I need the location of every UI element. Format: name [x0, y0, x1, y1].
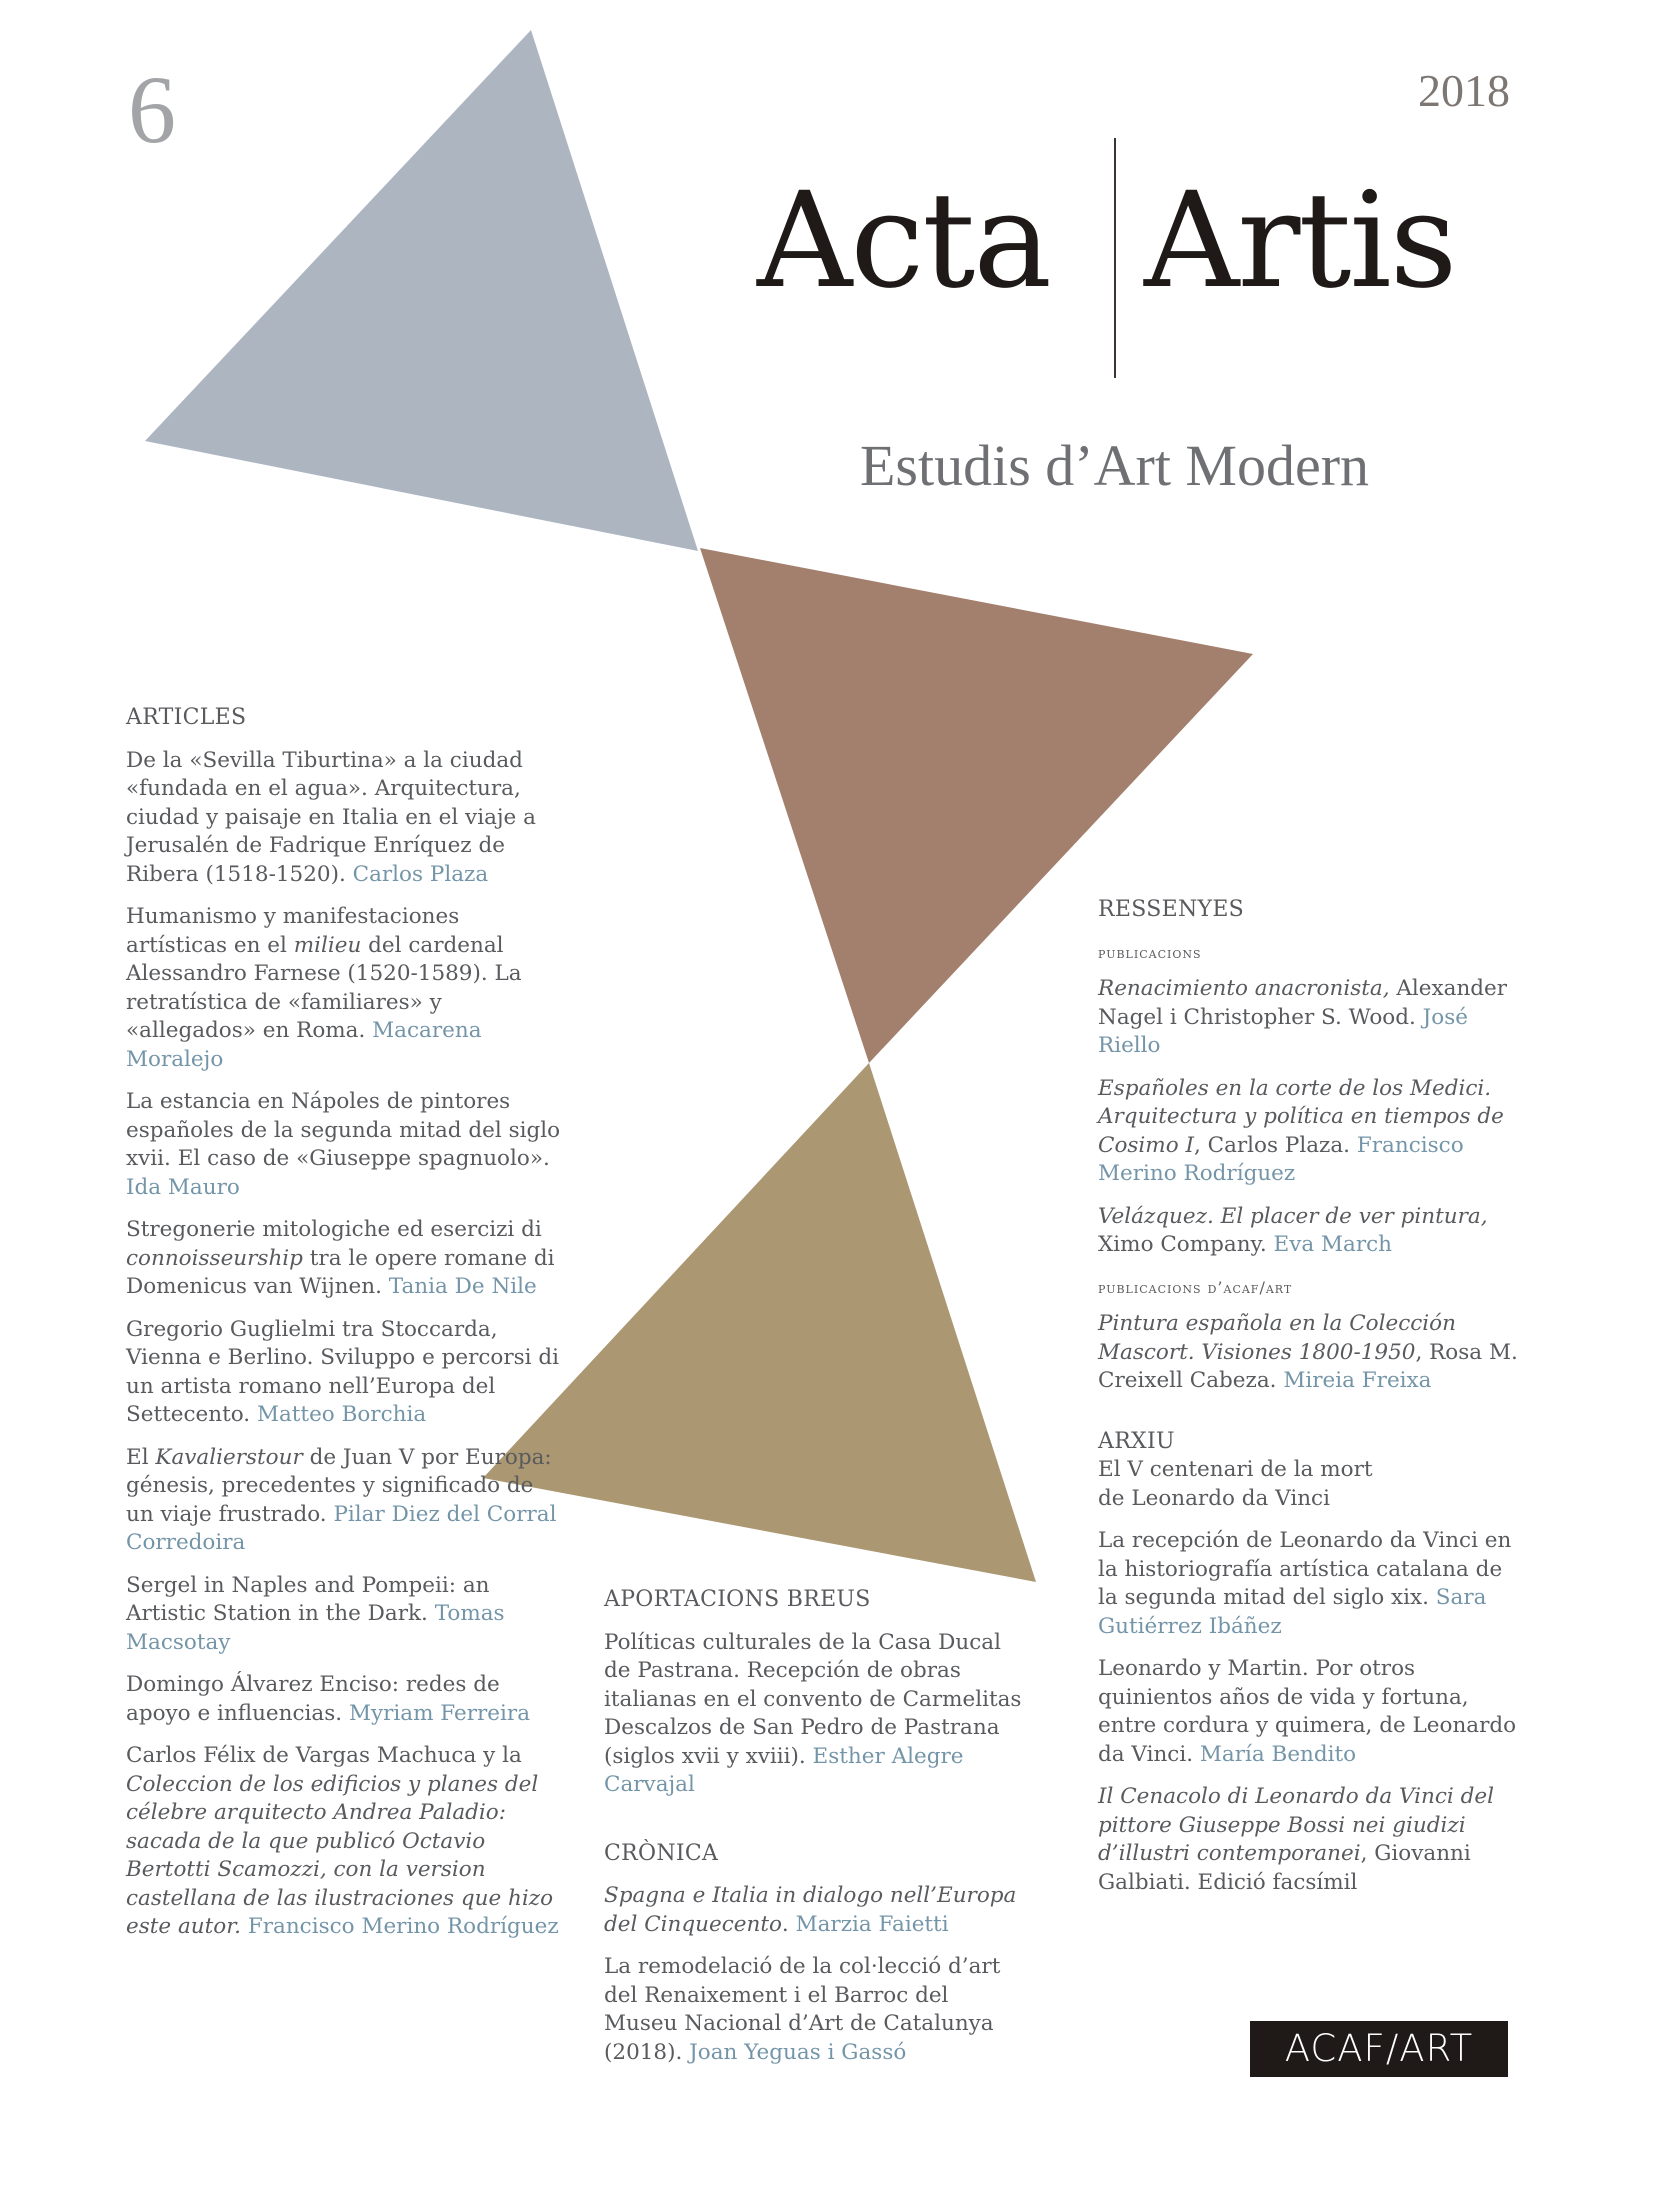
entry-title: El [126, 1444, 156, 1470]
entry-author: Carlos Plaza [352, 861, 489, 887]
entry-title: , Carlos Plaza. [1193, 1132, 1357, 1158]
entry-title: Carlos Félix de Vargas Machuca y la [126, 1743, 522, 1768]
entry-title: Alexander Nagel i Christopher S. Wood. [1098, 976, 1508, 1030]
entry-title: Stregonerie mitologiche ed esercizi di [126, 1217, 542, 1242]
issue-year: 2018 [1418, 65, 1510, 116]
publicacions-acaf-list [1098, 1310, 1518, 1396]
entry-title: Domingo Álvarez Enciso: redes de apoyo e influencias. [126, 1672, 500, 1726]
toc-entry [1098, 1203, 1518, 1260]
section-heading-articles: ARTICLES [126, 705, 247, 730]
entry-author: Marzia Faietti [795, 1911, 949, 1937]
triangle-top [145, 30, 698, 551]
entry-author: Sara Gutiérrez Ibáñez [1098, 1585, 1487, 1639]
journal-title-artis: Artis [1144, 164, 1456, 318]
entry-title: Velázquez. El placer de ver pintura, [1098, 1203, 1488, 1229]
toc-entry [1098, 1310, 1518, 1396]
subheading-publicacions-acaf: publicacions d’acaf/art [1098, 1277, 1293, 1297]
toc-entry [126, 1216, 566, 1302]
entry-title: Ximo Company. [1098, 1232, 1274, 1257]
section-heading-arxiu: ARXIU [1098, 1428, 1175, 1454]
cronica-list [604, 1882, 1024, 2067]
entry-title: Coleccion de los edificios y planes del célebre arquitecto Andrea Paladio: sacada de la que publicó Octavio Bertotti Scamozzi, con la version castellana de las ilustraciones que hizo este autor. [126, 1771, 554, 1939]
toc-entry [126, 903, 566, 1074]
entry-title: Il Cenacolo di Leonardo da Vinci del pittore Giuseppe Bossi nei giudizi d’illustri contemporanei [1098, 1784, 1494, 1866]
toc-entry [1098, 1527, 1518, 1641]
entry-title: La remodelació de la col·lecció d’art del Renaixement i el Barroc del Museu Nacional d’Art de Catalunya (2018). [604, 1954, 1001, 2065]
acaf-art-logo: ACAF/ART [1250, 2021, 1508, 2077]
entry-author: Esther Alegre Carvajal [604, 1743, 964, 1797]
publicacions-list [1098, 975, 1518, 1260]
entry-title: Pintura española en la Colección Mascort. Visiones 1800-1950 [1098, 1311, 1456, 1365]
title-divider [1114, 138, 1116, 378]
entry-author: Eva March [1273, 1232, 1393, 1257]
entry-title: La estancia en Nápoles de pintores españoles de la segunda mitad del siglo xvii. El caso de «Giuseppe spagnuolo». [126, 1089, 561, 1171]
entry-author: Tomas Macsotay [126, 1601, 505, 1655]
entry-author: Pilar Diez del Corral Corredoira [126, 1501, 557, 1555]
journal-title-acta: Acta [757, 164, 1050, 318]
toc-entry [604, 1629, 1024, 1800]
entry-author: Myriam Ferreira [348, 1700, 531, 1726]
entry-author: José Riello [1098, 1004, 1468, 1058]
toc-entry [1098, 1075, 1518, 1189]
entry-author: Mireia Freixa [1283, 1368, 1432, 1393]
entry-title: milieu [293, 932, 362, 958]
toc-entry [1098, 1783, 1518, 1897]
toc-entry [126, 747, 566, 890]
entry-title: del cardenal Alessandro Farnese (1520-1589). La retratística de «familiares» y «allegados» en Roma. [126, 932, 522, 1043]
toc-entry [1098, 1655, 1518, 1769]
entry-title: de Juan V por Europa: génesis, precedentes y significado de un viaje frustrado. [126, 1444, 552, 1527]
entry-title: Políticas culturales de la Casa Ducal de Pastrana. Recepción de obras italianas en el convento de Carmelitas Descalzos de San Pedro de Pastrana (siglos xvii y xviii). [604, 1629, 1022, 1769]
entry-author: María Bendito [1199, 1741, 1357, 1767]
toc-entry [126, 1572, 566, 1658]
toc-entry [1098, 975, 1518, 1061]
aportacions-list [604, 1629, 1024, 1800]
journal-subtitle: Estudis d’Art Modern [860, 433, 1370, 498]
entry-author: Tania De Nile [388, 1274, 537, 1299]
section-heading-ressenyes: RESSENYES [1098, 897, 1245, 922]
entry-title: . [781, 1911, 796, 1937]
articles-column [126, 704, 566, 1956]
toc-entry [604, 1882, 1024, 1939]
entry-title: Kavalierstour [155, 1444, 303, 1470]
arxiu-title: El V centenari de la mort de Leonardo da Vinci [1098, 1457, 1373, 1511]
toc-entry [126, 1444, 566, 1558]
entry-title: Renacimiento anacronista, [1098, 976, 1390, 1001]
subheading-publicacions: publicacions [1098, 942, 1202, 962]
arxiu-list [1098, 1527, 1518, 1897]
entry-title: De la «Sevilla Tiburtina» a la ciudad «fundada en el agua». Arquitectura, ciudad y paisaje en Italia en el viaje a Jerusalén de Fadrique Enríquez de Ribera (1518-1520). [126, 747, 536, 887]
entry-title: Spagna e Italia in dialogo nell’Europa del Cinquecento [604, 1883, 1017, 1937]
issue-number: 6 [128, 56, 176, 163]
entry-author: Joan Yeguas i Gassó [689, 2039, 907, 2065]
middle-column [604, 1586, 1024, 2081]
toc-entry [126, 1316, 566, 1430]
entry-title [241, 1914, 248, 1939]
entry-title: tra le opere romane di Domenicus van Wijnen. [126, 1245, 555, 1299]
section-heading-cronica: CRÒNICA [604, 1840, 719, 1866]
entry-title: Leonardo y Martin. Por otros quinientos años de vida y fortuna, entre cordura y quimera, de Leonardo da Vinci. [1098, 1656, 1517, 1767]
entry-author: Ida Mauro [126, 1174, 240, 1200]
right-column [1098, 896, 1518, 1911]
entry-title: Humanismo y manifestaciones artísticas en el [126, 904, 460, 958]
toc-entry [126, 1671, 566, 1728]
toc-entry [126, 1088, 566, 1202]
entry-author: Macarena Moralejo [126, 1018, 482, 1072]
entry-title: connoisseurship [126, 1245, 303, 1271]
entry-title: Sergel in Naples and Pompeii: an Artistic Station in the Dark. [126, 1572, 490, 1626]
entry-author: Francisco Merino Rodríguez [247, 1914, 559, 1939]
entry-title: Gregorio Guglielmi tra Stoccarda, Vienna e Berlino. Sviluppo e percorsi di un artista romano nell’Europa del Settecento. [126, 1316, 560, 1427]
articles-list [126, 747, 566, 1942]
entry-author: Matteo Borchia [256, 1402, 427, 1427]
entry-title: , Rosa M. Creixell Cabeza. [1098, 1339, 1518, 1393]
section-heading-aportacions: APORTACIONS BREUS [604, 1587, 871, 1612]
entry-title: , Giovanni Galbiati. Edició facsímil [1098, 1841, 1471, 1895]
toc-entry [126, 1742, 566, 1942]
entry-title: La recepción de Leonardo da Vinci en la historiografía artística catalana de la segunda mitad del siglo xix. [1098, 1528, 1512, 1610]
entry-title: Españoles en la corte de los Medici. Arquitectura y política en tiempos de Cosimo I [1098, 1075, 1504, 1158]
toc-entry [604, 1953, 1024, 2067]
entry-author: Francisco Merino Rodríguez [1098, 1132, 1464, 1186]
